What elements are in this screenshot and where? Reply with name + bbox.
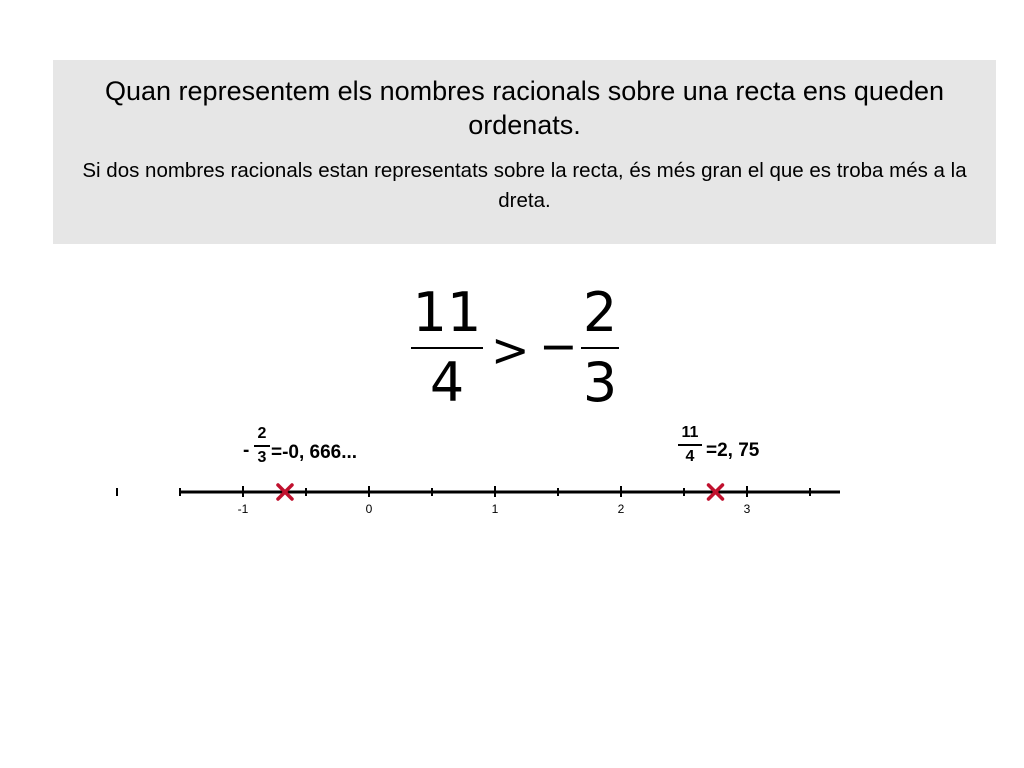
tick-label: 0: [365, 502, 373, 516]
fraction-right-denominator: 3: [582, 351, 618, 414]
minus-sign: −: [539, 319, 578, 373]
slide-title: Quan representem els nombres racionals sobre una recta ens queden ordenats.: [105, 76, 944, 140]
mark-1-equals-text: =-0, 666...: [271, 442, 358, 463]
fraction-left-denominator: 4: [429, 351, 465, 414]
mark-1-denominator: 3: [257, 449, 267, 466]
greater-than-sign: >: [491, 323, 530, 377]
tick-label: 3: [743, 502, 751, 516]
tick-label: 2: [617, 502, 625, 516]
mark-1-numerator: 2: [257, 425, 267, 442]
fraction-left-numerator: 11: [412, 281, 482, 344]
tick-label: -1: [237, 502, 249, 516]
mark-2-equals-text: =2, 75: [706, 440, 760, 461]
mark-1-sign: -: [243, 440, 250, 461]
fraction-right-numerator: 2: [582, 281, 618, 344]
tick-label: 1: [491, 502, 499, 516]
mark-2-denominator: 4: [685, 448, 695, 465]
number-line-tick-labels: [238, 502, 751, 516]
mark-2-numerator: 11: [681, 424, 699, 441]
slide-subtitle: Si dos nombres racionals estan representats sobre la recta, és més gran el que es troba més a la dreta.: [82, 159, 967, 212]
